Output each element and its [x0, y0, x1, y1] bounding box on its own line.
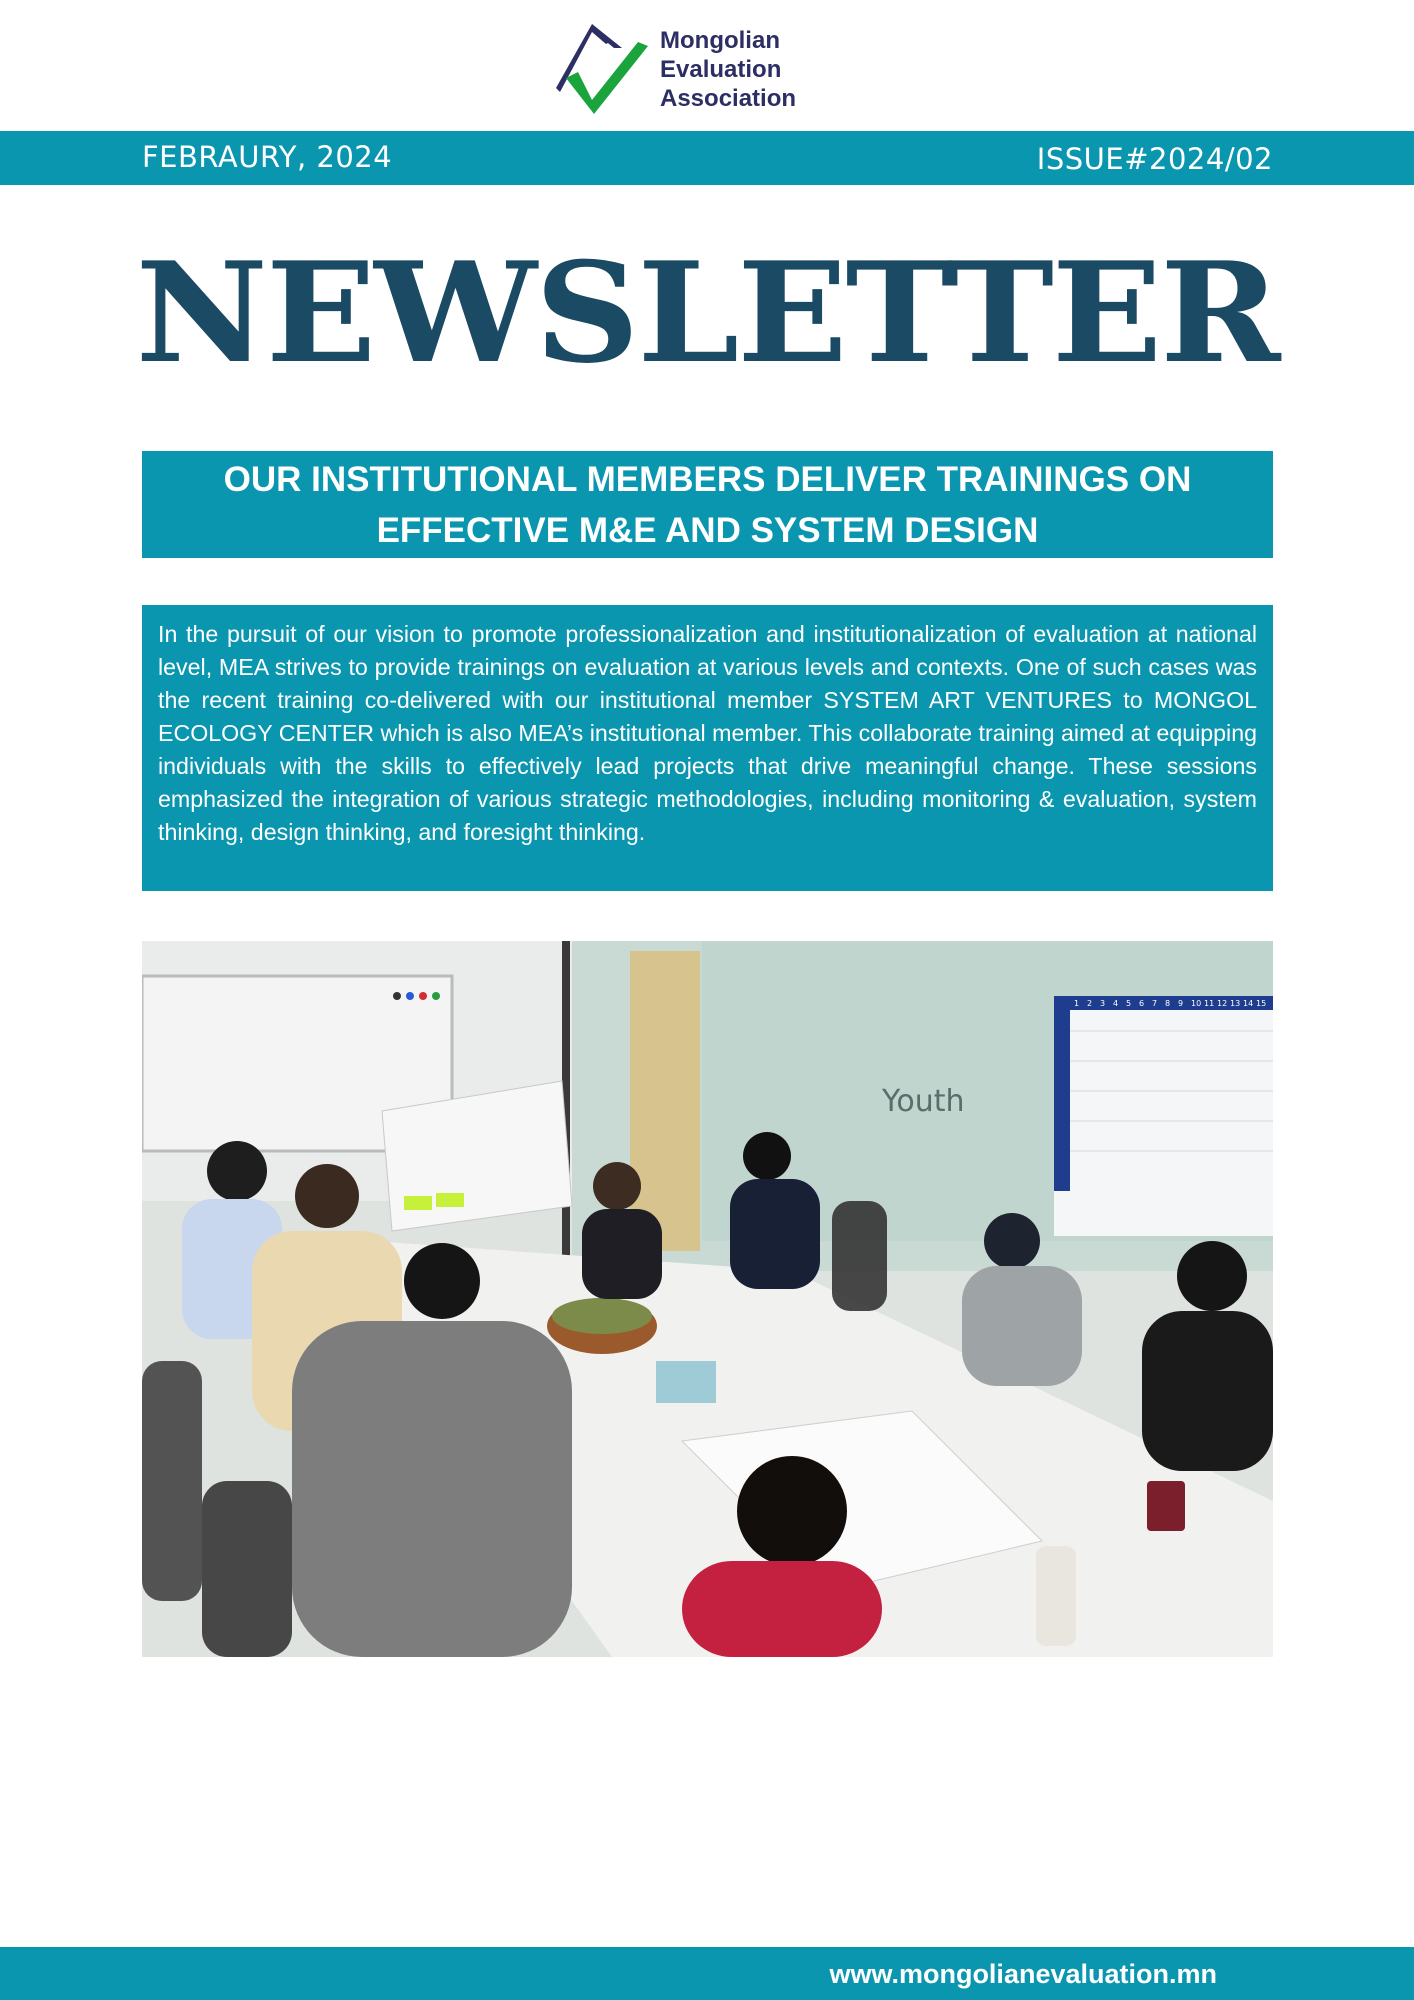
calendar-number: 12: [1217, 999, 1228, 1008]
calendar-number: 11: [1204, 999, 1215, 1008]
calendar-number: 4: [1113, 999, 1119, 1008]
checkmark-diamond-icon: [552, 20, 652, 116]
calendar-number: 7: [1152, 999, 1158, 1008]
logo-line-3: Association: [660, 85, 797, 112]
calendar-number: 10: [1191, 999, 1202, 1008]
headline-line-2: EFFECTIVE M&E AND SYSTEM DESIGN: [376, 510, 1039, 550]
calendar-number: 14: [1243, 999, 1254, 1008]
headline-banner: [142, 451, 1273, 558]
calendar-number: 8: [1165, 999, 1171, 1008]
intro-paragraph: In the pursuit of our vision to promote professionalization and institutionalization of evaluation at national level, MEA strives to provide trainings on evaluation at various levels and contexts. One of such cases was the recent training co-delivered with our institutional member SYSTEM ART VENTURES to MONGOL ECOLOGY CENTER which is also MEA’s institutional member. This collaborate training aimed at equipping individuals with the skills to effectively lead projects that drive meaningful change. These sessions emphasized the integration of various strategic methodologies, including monitoring & evaluation, system thinking, design thinking, and foresight thinking.: [158, 621, 1257, 845]
calendar-number: 2: [1087, 999, 1093, 1008]
calendar-number: 6: [1139, 999, 1145, 1008]
intro-panel: [142, 605, 1273, 891]
newsletter-masthead: NEWSLETTER: [135, 231, 1279, 394]
article-headline: [178, 454, 1238, 556]
header-band: [0, 131, 1414, 185]
calendar-number: 1: [1074, 999, 1080, 1008]
mea-logo: [552, 20, 822, 116]
website-link[interactable]: www.mongolianevaluation.mn: [829, 1959, 1217, 1989]
training-photo: [142, 941, 1273, 1657]
logo-line-1: Mongolian: [660, 27, 780, 54]
logo-wordmark: [660, 26, 796, 113]
logo-line-2: Evaluation: [660, 56, 782, 83]
calendar-number: 5: [1126, 999, 1132, 1008]
wall-logo-text: Youth: [882, 1084, 965, 1119]
footer-band: [0, 1947, 1414, 2000]
calendar-number: 15: [1256, 999, 1267, 1008]
training-session-illustration: [142, 941, 1273, 1657]
calendar-number: 3: [1100, 999, 1106, 1008]
issue-date: FEBRAURY, 2024: [142, 140, 393, 174]
issue-number: ISSUE#2024/02: [1036, 142, 1273, 176]
headline-line-1: OUR INSTITUTIONAL MEMBERS DELIVER TRAININGS ON: [223, 459, 1192, 499]
calendar-number: 9: [1178, 999, 1184, 1008]
calendar-number: 13: [1230, 999, 1241, 1008]
